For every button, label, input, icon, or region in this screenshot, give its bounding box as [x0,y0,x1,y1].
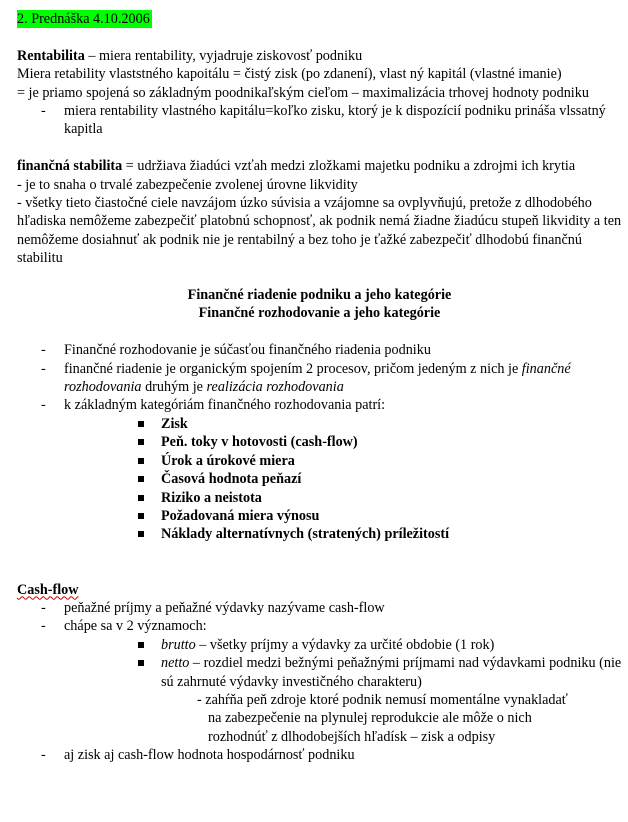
netto-sub-line-2: na zabezpečenie na plynulej reprodukcie ale môže o nich [208,710,532,727]
rentabilita-bullet: - miera rentability vlastného kapitálu=koľko zisku, ktorý je k dispozícií podniku prináša vlssatný kapitla [17,102,622,139]
rentabilita-line-2: = je priamo spojená so základným poodnikaľským cieľom – maximalizácia trhovej hodnoty podniku [17,84,589,101]
netto-sub-line-3: rozhodnúť z dlhodobejších hľadísk – zisk a odpisy [208,728,496,745]
section-heading-1: Finančné riadenie podniku a jeho kategórie [187,287,452,304]
section-heading-2: Finančné rozhodovanie a jeho kategórie [198,305,441,322]
list-item: Časová hodnota peňazí [17,470,622,488]
category-list [17,415,622,544]
list-item: Požadovaná miera výnosu [17,507,622,525]
highlighted-date: 2. Prednáška 4.10.2006 [17,11,150,27]
cashflow-brutto: brutto – všetky príjmy a výdavky za určité obdobie (1 rok) [17,636,622,654]
rentabilita-line-1: Miera retability vlaststného kapoitálu = čistý zisk (po zdanení), vlast ný kapitál (vlastné imanie) [17,66,562,83]
term-stabilita: finančná stabilita [17,158,123,175]
lecture-header [17,10,622,28]
cashflow-title: Cash-flow [17,581,79,598]
stabilita-definition: finančná stabilita = udržiava žiadúci vzťah medzi zložkami majetku podniku a zdrojmi ich krytia [17,158,576,175]
list-item: Zisk [17,415,622,433]
list-item: Peň. toky v hotovosti (cash-flow) [17,433,622,451]
cashflow-bullet-2: - chápe sa v 2 významoch: [17,617,622,635]
document-page [17,10,622,765]
stabilita-line-1: - je to snaha o trvalé zabezpečenie zvolenej úrovne likvidity [17,176,358,193]
riadenie-bullet-3: - k základným kategóriám finančného rozhodovania patrí: [17,396,622,414]
list-item: Náklady alternatívnych (stratených) príležitostí [17,525,622,543]
cashflow-netto: netto – rozdiel medzi bežnými peňažnými príjmami nad výdavkami podniku (nie sú zahrnuté výdavky investičného charakteru) [17,654,622,691]
riadenie-bullet-1: - Finančné rozhodovanie je súčasťou finančného riadenia podniku [17,341,622,359]
term-rentabilita: Rentabilita [17,47,85,64]
rentabilita-definition: Rentabilita – miera rentability, vyjadruje ziskovosť podniku [17,47,363,64]
list-item: Riziko a neistota [17,489,622,507]
cashflow-bullet-1: - peňažné príjmy a peňažné výdavky nazývame cash-flow [17,599,622,617]
stabilita-line-2: - všetky tieto čiastočné ciele navzájom úzko súvisia a vzájomne sa ovplyvňujú, pretože z dlhodobého hľadiska nemôžeme zabezpečiť platobnú schopnosť, ak podnik nemá žiadne žiadúcu stupeň likvidity a ten nemôžeme dosiahnuť ak podnik nie je rentabilný a bez toho je ťažké zabezpečiť dlhodobú finančnú stabilitu [17,195,622,267]
netto-sub-line-1: - zahŕňa peň zdroje ktoré podnik nemusí momentálne vynakladať [197,691,568,708]
list-item: Úrok a úrokové miera [17,452,622,470]
riadenie-bullet-2: - finančné riadenie je organickým spojením 2 procesov, pričom jedeným z nich je finančné rozhodovania druhým je realizácia rozhodovania [17,360,622,397]
cashflow-bullet-3: - aj zisk aj cash-flow hodnota hospodárnosť podniku [17,746,622,764]
